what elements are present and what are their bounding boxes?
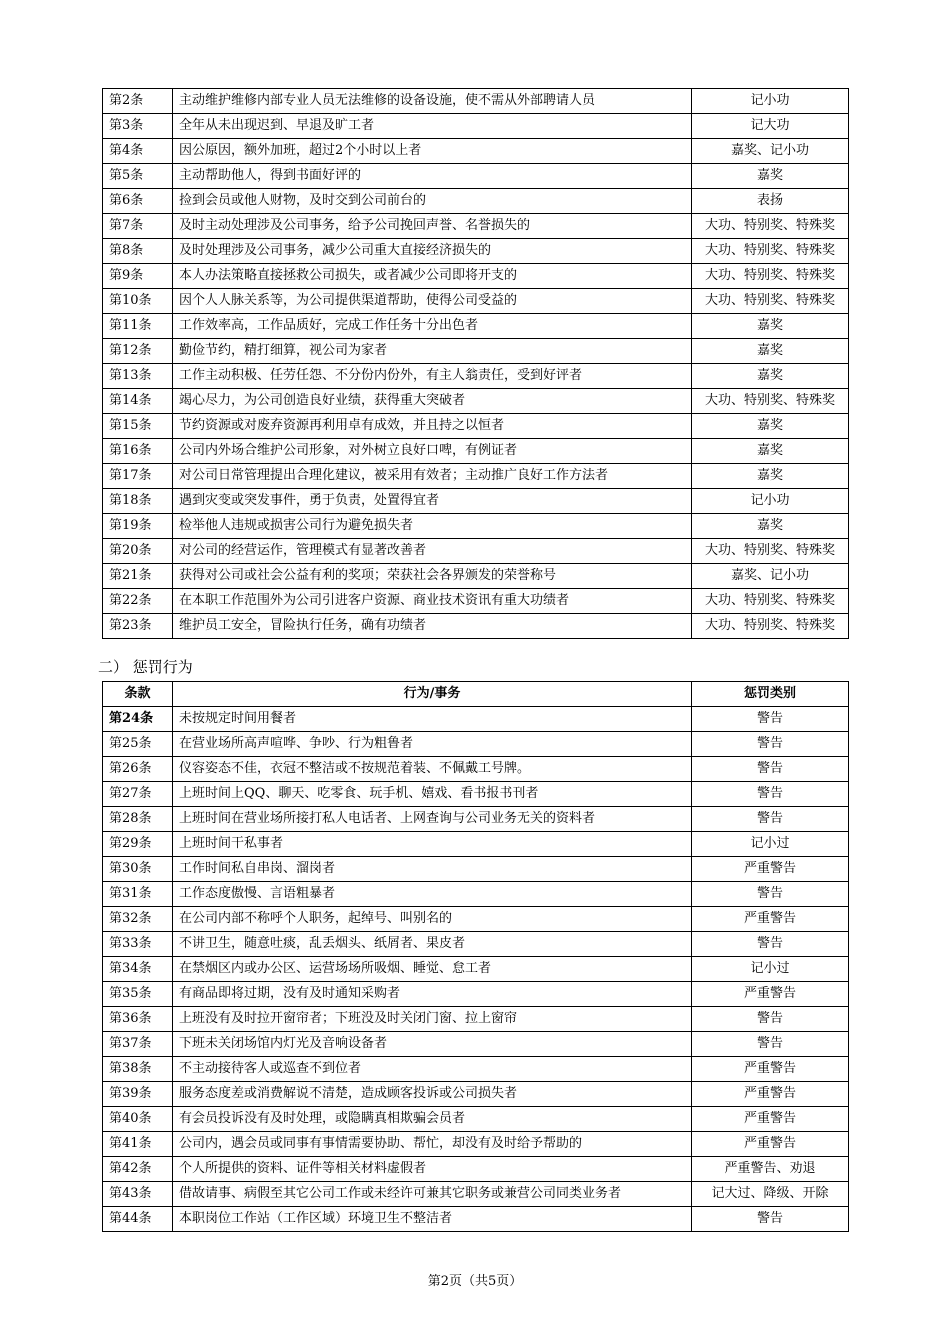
- clause-cell: 第2条: [103, 89, 173, 114]
- category-cell: 表扬: [692, 189, 849, 214]
- clause-cell: 第37条: [103, 1032, 173, 1057]
- description-cell: 对公司日常管理提出合理化建议，被采用有效者；主动推广良好工作方法者: [173, 464, 692, 489]
- category-cell: 大功、特别奖、特殊奖: [692, 289, 849, 314]
- description-cell: 有商品即将过期，没有及时通知采购者: [173, 982, 692, 1007]
- category-cell: 严重警告: [692, 907, 849, 932]
- description-cell: 工作时间私自串岗、溜岗者: [173, 857, 692, 882]
- clause-cell: 第22条: [103, 589, 173, 614]
- description-cell: 上班没有及时拉开窗帘者；下班没及时关闭门窗、拉上窗帘: [173, 1007, 692, 1032]
- category-cell: 警告: [692, 1032, 849, 1057]
- description-cell: 维护员工安全，冒险执行任务，确有功绩者: [173, 614, 692, 639]
- category-cell: 警告: [692, 782, 849, 807]
- category-cell: 大功、特别奖、特殊奖: [692, 264, 849, 289]
- category-cell: 警告: [692, 732, 849, 757]
- category-cell: 嘉奖: [692, 514, 849, 539]
- description-cell: 上班时间干私事者: [173, 832, 692, 857]
- table-row: [103, 1057, 849, 1082]
- clause-cell: 第16条: [103, 439, 173, 464]
- category-cell: 嘉奖: [692, 314, 849, 339]
- table-row: [103, 514, 849, 539]
- table-row: [103, 214, 849, 239]
- clause-cell: 第7条: [103, 214, 173, 239]
- clause-cell: 第11条: [103, 314, 173, 339]
- category-cell: 大功、特别奖、特殊奖: [692, 614, 849, 639]
- description-cell: 在禁烟区内或办公区、运营场场所吸烟、睡觉、怠工者: [173, 957, 692, 982]
- clause-cell: 第17条: [103, 464, 173, 489]
- category-cell: 嘉奖: [692, 414, 849, 439]
- table-row: [103, 1132, 849, 1157]
- description-cell: 上班时间在营业场所接打私人电话者、上网查询与公司业务无关的资料者: [173, 807, 692, 832]
- table-row: [103, 314, 849, 339]
- category-cell: 嘉奖: [692, 364, 849, 389]
- description-cell: 有会员投诉没有及时处理，或隐瞒真相欺骗会员者: [173, 1107, 692, 1132]
- table-row: [103, 982, 849, 1007]
- table-row: [103, 439, 849, 464]
- clause-cell: 第40条: [103, 1107, 173, 1132]
- clause-cell: 第43条: [103, 1182, 173, 1207]
- description-cell: 下班未关闭场馆内灯光及音响设备者: [173, 1032, 692, 1057]
- table-row: [103, 264, 849, 289]
- table-row: [103, 807, 849, 832]
- description-cell: 工作效率高，工作品质好，完成工作任务十分出色者: [173, 314, 692, 339]
- description-cell: 对公司的经营运作，管理模式有显著改善者: [173, 539, 692, 564]
- table-row: [103, 732, 849, 757]
- clause-cell: 第5条: [103, 164, 173, 189]
- header-clause: 条款: [103, 682, 173, 707]
- description-cell: 在本职工作范围外为公司引进客户资源、商业技术资讯有重大功绩者: [173, 589, 692, 614]
- clause-cell: 第41条: [103, 1132, 173, 1157]
- description-cell: 主动维护维修内部专业人员无法维修的设备设施，使不需从外部聘请人员: [173, 89, 692, 114]
- clause-cell: 第21条: [103, 564, 173, 589]
- table-row: [103, 1207, 849, 1232]
- clause-cell: 第32条: [103, 907, 173, 932]
- table-row: [103, 882, 849, 907]
- clause-cell: 第20条: [103, 539, 173, 564]
- description-cell: 在公司内部不称呼个人职务，起绰号、叫别名的: [173, 907, 692, 932]
- table-row: [103, 1157, 849, 1182]
- category-cell: 大功、特别奖、特殊奖: [692, 589, 849, 614]
- clause-cell: 第18条: [103, 489, 173, 514]
- description-cell: 及时主动处理涉及公司事务，给予公司挽回声誉、名誉损失的: [173, 214, 692, 239]
- category-cell: 嘉奖: [692, 339, 849, 364]
- table-row: [103, 1107, 849, 1132]
- table-row: [103, 164, 849, 189]
- description-cell: 仪容姿态不佳，衣冠不整洁或不按规范着装、不佩戴工号牌。: [173, 757, 692, 782]
- clause-cell: 第8条: [103, 239, 173, 264]
- table-row: [103, 1082, 849, 1107]
- category-cell: 嘉奖、记小功: [692, 564, 849, 589]
- description-cell: 在营业场所高声喧哗、争吵、行为粗鲁者: [173, 732, 692, 757]
- table-row: [103, 1032, 849, 1057]
- category-cell: 警告: [692, 757, 849, 782]
- clause-cell: 第38条: [103, 1057, 173, 1082]
- header-behavior: 行为/事务: [173, 682, 692, 707]
- table-row: [103, 782, 849, 807]
- table-row: [103, 239, 849, 264]
- clause-cell: 第31条: [103, 882, 173, 907]
- clause-cell: 第26条: [103, 757, 173, 782]
- clause-cell: 第28条: [103, 807, 173, 832]
- description-cell: 捡到会员或他人财物，及时交到公司前台的: [173, 189, 692, 214]
- category-cell: 嘉奖: [692, 164, 849, 189]
- category-cell: 大功、特别奖、特殊奖: [692, 539, 849, 564]
- description-cell: 勤俭节约，精打细算，视公司为家者: [173, 339, 692, 364]
- category-cell: 记大功: [692, 114, 849, 139]
- clause-cell: 第4条: [103, 139, 173, 164]
- category-cell: 警告: [692, 882, 849, 907]
- page-footer: 第2页（共5页）: [427, 1274, 523, 1289]
- category-cell: 记小功: [692, 89, 849, 114]
- table-row: [103, 364, 849, 389]
- clause-cell: 第39条: [103, 1082, 173, 1107]
- clause-cell: 第19条: [103, 514, 173, 539]
- category-cell: 警告: [692, 707, 849, 732]
- clause-cell: 第24条: [103, 707, 173, 732]
- table-row: [103, 832, 849, 857]
- clause-cell: 第13条: [103, 364, 173, 389]
- table-row: [103, 464, 849, 489]
- category-cell: 严重警告: [692, 1082, 849, 1107]
- category-cell: 记小功: [692, 489, 849, 514]
- table-row: [103, 907, 849, 932]
- table-row: [103, 707, 849, 732]
- table-row: [103, 957, 849, 982]
- header-punishment-type: 惩罚类别: [692, 682, 849, 707]
- description-cell: 上班时间上QQ、聊天、吃零食、玩手机、嬉戏、看书报书刊者: [173, 782, 692, 807]
- clause-cell: 第42条: [103, 1157, 173, 1182]
- clause-cell: 第29条: [103, 832, 173, 857]
- clause-cell: 第3条: [103, 114, 173, 139]
- category-cell: 严重警告: [692, 857, 849, 882]
- clause-cell: 第23条: [103, 614, 173, 639]
- table-row: [103, 114, 849, 139]
- clause-cell: 第15条: [103, 414, 173, 439]
- clause-cell: 第25条: [103, 732, 173, 757]
- description-cell: 借故请事、病假至其它公司工作或未经许可兼其它职务或兼营公司同类业务者: [173, 1182, 692, 1207]
- clause-cell: 第33条: [103, 932, 173, 957]
- description-cell: 个人所提供的资料、证件等相关材料虚假者: [173, 1157, 692, 1182]
- category-cell: 警告: [692, 807, 849, 832]
- table-row: [103, 589, 849, 614]
- table-row: [103, 614, 849, 639]
- description-cell: 未按规定时间用餐者: [173, 707, 692, 732]
- description-cell: 因个人人脉关系等，为公司提供渠道帮助，使得公司受益的: [173, 289, 692, 314]
- description-cell: 及时处理涉及公司事务，减少公司重大直接经济损失的: [173, 239, 692, 264]
- table-row: [103, 414, 849, 439]
- table-row: [103, 564, 849, 589]
- clause-cell: 第27条: [103, 782, 173, 807]
- category-cell: 严重警告、劝退: [692, 1157, 849, 1182]
- punishment-table: [102, 681, 849, 1232]
- category-cell: 严重警告: [692, 1132, 849, 1157]
- table-header-row: [103, 682, 849, 707]
- clause-cell: 第36条: [103, 1007, 173, 1032]
- category-cell: 严重警告: [692, 982, 849, 1007]
- description-cell: 主动帮助他人，得到书面好评的: [173, 164, 692, 189]
- description-cell: 本职岗位工作站（工作区域）环境卫生不整洁者: [173, 1207, 692, 1232]
- description-cell: 不主动接待客人或巡查不到位者: [173, 1057, 692, 1082]
- category-cell: 严重警告: [692, 1057, 849, 1082]
- clause-cell: 第30条: [103, 857, 173, 882]
- description-cell: 节约资源或对废弃资源再利用卓有成效，并且持之以恒者: [173, 414, 692, 439]
- description-cell: 服务态度差或消费解说不清楚，造成顾客投诉或公司损失者: [173, 1082, 692, 1107]
- description-cell: 竭心尽力，为公司创造良好业绩，获得重大突破者: [173, 389, 692, 414]
- description-cell: 不讲卫生，随意吐痰，乱丢烟头、纸屑者、果皮者: [173, 932, 692, 957]
- description-cell: 全年从未出现迟到、早退及旷工者: [173, 114, 692, 139]
- description-cell: 因公原因，额外加班，超过2个小时以上者: [173, 139, 692, 164]
- category-cell: 嘉奖: [692, 439, 849, 464]
- category-cell: 警告: [692, 1207, 849, 1232]
- table-row: [103, 389, 849, 414]
- category-cell: 大功、特别奖、特殊奖: [692, 214, 849, 239]
- clause-cell: 第14条: [103, 389, 173, 414]
- category-cell: 警告: [692, 932, 849, 957]
- category-cell: 记小过: [692, 832, 849, 857]
- description-cell: 公司内外场合维护公司形象，对外树立良好口啤，有例证者: [173, 439, 692, 464]
- table-row: [103, 289, 849, 314]
- table-row: [103, 189, 849, 214]
- table-row: [103, 139, 849, 164]
- table-row: [103, 89, 849, 114]
- table-row: [103, 1182, 849, 1207]
- clause-cell: 第34条: [103, 957, 173, 982]
- clause-cell: 第44条: [103, 1207, 173, 1232]
- category-cell: 严重警告: [692, 1107, 849, 1132]
- description-cell: 本人办法策略直接拯救公司损失，或者减少公司即将开支的: [173, 264, 692, 289]
- reward-table: [102, 88, 849, 639]
- description-cell: 获得对公司或社会公益有利的奖项；荣获社会各界颁发的荣誉称号: [173, 564, 692, 589]
- table-row: [103, 857, 849, 882]
- table-row: [103, 1007, 849, 1032]
- category-cell: 嘉奖: [692, 464, 849, 489]
- description-cell: 检举他人违规或损害公司行为避免损失者: [173, 514, 692, 539]
- category-cell: 大功、特别奖、特殊奖: [692, 389, 849, 414]
- category-cell: 记小过: [692, 957, 849, 982]
- clause-cell: 第12条: [103, 339, 173, 364]
- category-cell: 警告: [692, 1007, 849, 1032]
- table-row: [103, 757, 849, 782]
- clause-cell: 第9条: [103, 264, 173, 289]
- description-cell: 公司内，遇会员或同事有事情需要协助、帮忙，却没有及时给予帮助的: [173, 1132, 692, 1157]
- category-cell: 记大过、降级、开除: [692, 1182, 849, 1207]
- description-cell: 工作主动积极、任劳任怨、不分份内份外，有主人翁责任，受到好评者: [173, 364, 692, 389]
- category-cell: 大功、特别奖、特殊奖: [692, 239, 849, 264]
- section-title-punishment: 二） 惩罚行为: [98, 658, 193, 676]
- table-row: [103, 539, 849, 564]
- description-cell: 遇到灾变或突发事件，勇于负责，处置得宜者: [173, 489, 692, 514]
- clause-cell: 第6条: [103, 189, 173, 214]
- clause-cell: 第35条: [103, 982, 173, 1007]
- clause-cell: 第10条: [103, 289, 173, 314]
- category-cell: 嘉奖、记小功: [692, 139, 849, 164]
- table-row: [103, 489, 849, 514]
- description-cell: 工作态度傲慢、言语粗暴者: [173, 882, 692, 907]
- table-row: [103, 339, 849, 364]
- table-row: [103, 932, 849, 957]
